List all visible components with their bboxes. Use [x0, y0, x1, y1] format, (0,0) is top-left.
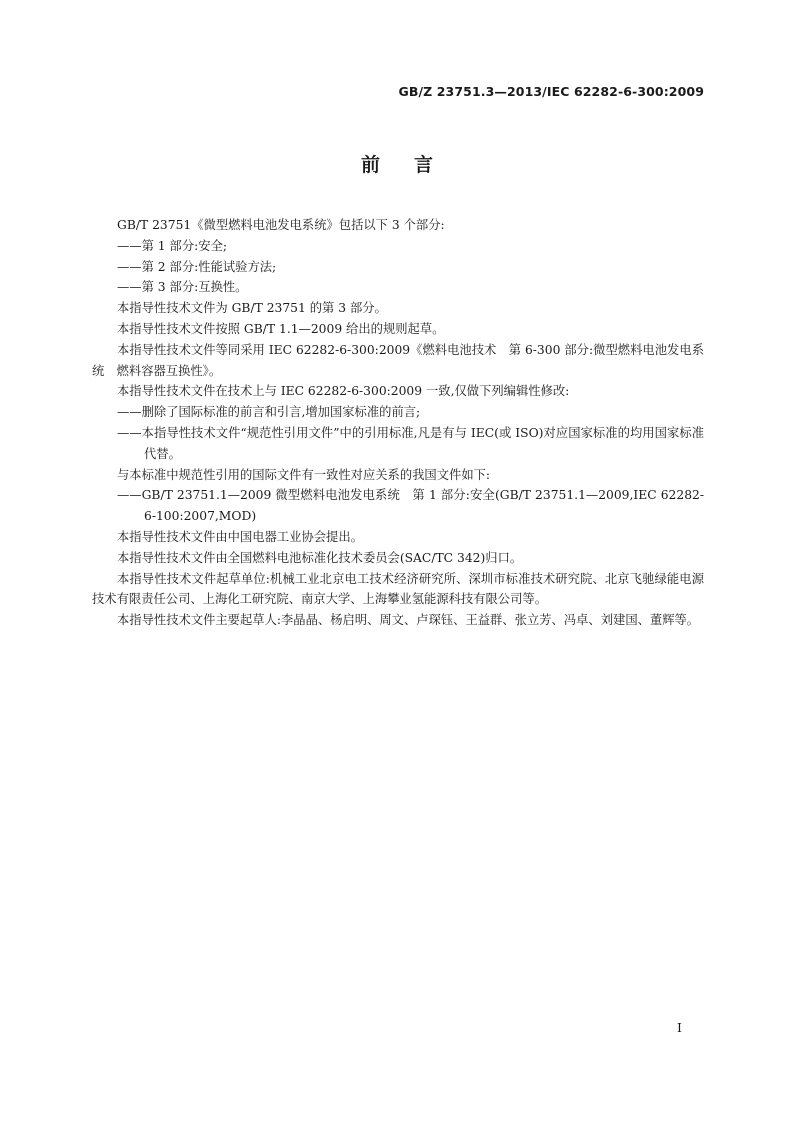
paragraph-parts-intro: GB/T 23751《微型燃料电池发电系统》包括以下 3 个部分:: [117, 218, 445, 232]
page-number: I: [677, 1020, 682, 1035]
paragraph-committee: 本指导性技术文件由全国燃料电池标准化技术委员会(SAC/TC 342)归口。: [117, 550, 523, 565]
list-item-modification-1: ——删除了国际标准的前言和引言,增加国家标准的前言;: [117, 405, 421, 420]
paragraph-proposer: 本指导性技术文件由中国电器工业协会提出。: [117, 529, 363, 544]
list-item-corresponding-doc: ——GB/T 23751.1—2009 微型燃料电池发电系统 第 1 部分:安全(GB/T 23751.1—2009,IEC 62282-6-100:2007,MOD): [117, 488, 704, 524]
list-item-part-2: ——第 2 部分:性能试验方法;: [117, 259, 277, 274]
page-title: 前言: [360, 154, 467, 176]
paragraph-drafters: 本指导性技术文件主要起草人:李晶晶、杨启明、周文、卢琛钰、王益群、张立芳、冯卓、刘建国、董辉等。: [117, 613, 700, 628]
paragraph-modifications: 本指导性技术文件在技术上与 IEC 62282-6-300:2009 一致,仅做下列编辑性修改:: [117, 384, 570, 399]
paragraph-part-statement: 本指导性技术文件为 GB/T 23751 的第 3 部分。: [117, 301, 387, 316]
paragraph-correspondence: 与本标准中规范性引用的国际文件有一致性对应关系的我国文件如下:: [117, 467, 491, 482]
list-item-modification-2: ——本指导性技术文件“规范性引用文件”中的引用标准,凡是有与 IEC(或 ISO)对应国家标准的均用国家标准代替。: [117, 425, 704, 461]
standard-code-header: GB/Z 23751.3—2013/IEC 62282-6-300:2009: [398, 84, 704, 99]
paragraph-adoption: 本指导性技术文件等同采用 IEC 62282-6-300:2009《燃料电池技术 第 6-300 部分:微型燃料电池发电系统 燃料容器互换性》。: [92, 342, 704, 378]
paragraph-drafting-units: 本指导性技术文件起草单位:机械工业北京电工技术经济研究所、深圳市标准技术研究院、北京飞驰绿能电源技术有限责任公司、上海化工研究院、南京大学、上海攀业氢能源科技有限公司等。: [92, 571, 704, 607]
foreword-body: [92, 215, 704, 631]
list-item-part-1: ——第 1 部分:安全;: [117, 238, 228, 253]
list-item-part-3: ——第 3 部分:互换性。: [117, 280, 248, 295]
paragraph-drafting-rules: 本指导性技术文件按照 GB/T 1.1—2009 给出的规则起草。: [117, 321, 445, 336]
